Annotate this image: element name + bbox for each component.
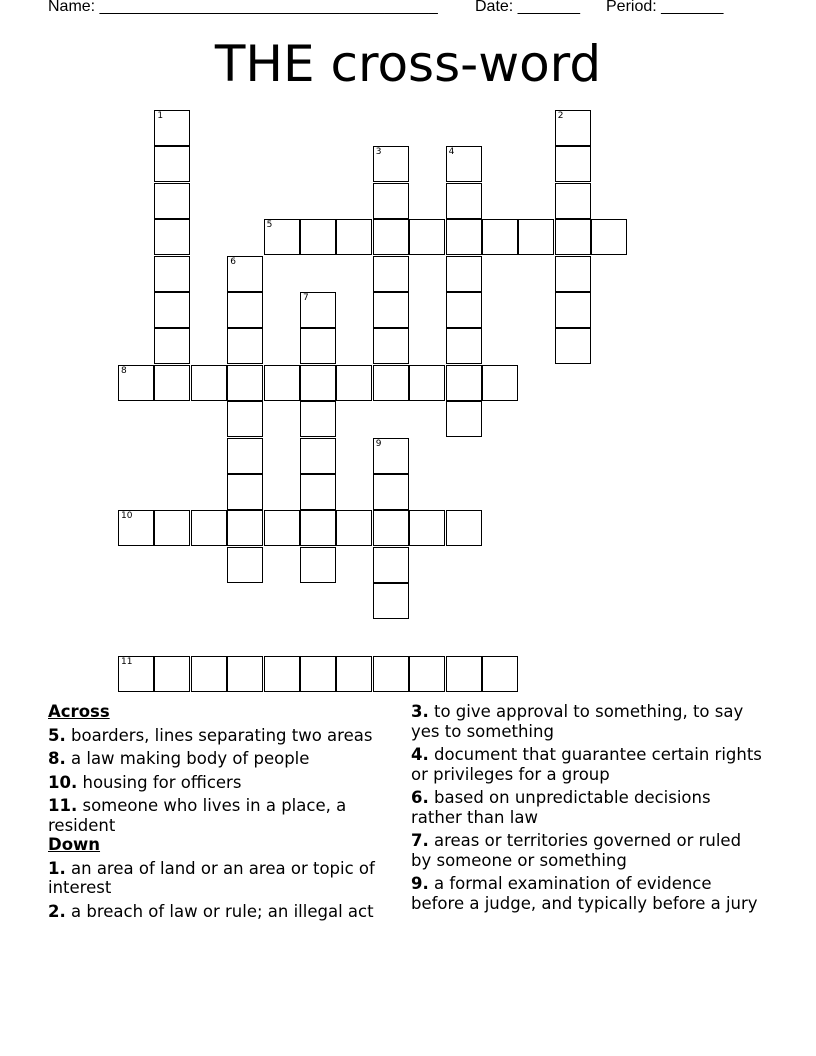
cell-number: 7 xyxy=(303,293,309,303)
puzzle-title: THE cross-word xyxy=(214,35,602,93)
clue-text: boarders, lines separating two areas xyxy=(71,725,373,745)
grid-cell[interactable] xyxy=(336,219,372,255)
cell-number: 5 xyxy=(266,220,273,231)
clue-number: 3. xyxy=(411,702,429,721)
clue-text: a law making body of people xyxy=(71,749,310,768)
grid-cell[interactable] xyxy=(154,328,190,364)
grid-cell[interactable] xyxy=(227,438,263,474)
clue-across-8 xyxy=(48,749,394,769)
clue-text: an area of land or an area or topic of interest xyxy=(48,858,375,897)
grid-cell[interactable] xyxy=(446,365,482,401)
grid-cell[interactable] xyxy=(373,510,409,546)
grid-cell[interactable] xyxy=(555,146,591,182)
grid-cell[interactable] xyxy=(482,656,518,692)
grid-cell[interactable] xyxy=(154,365,190,401)
clue-number: 11. xyxy=(48,796,78,815)
grid-cell[interactable] xyxy=(446,656,482,692)
clue-across-5 xyxy=(48,726,394,746)
grid-cell[interactable] xyxy=(154,146,190,182)
clues-right-column xyxy=(411,702,766,917)
grid-cell[interactable] xyxy=(373,547,409,583)
grid-cell[interactable] xyxy=(154,510,190,546)
clue-number: 9. xyxy=(411,874,429,893)
clue-text: housing for officers xyxy=(82,772,242,792)
cell-number: 2 xyxy=(557,111,564,121)
grid-cell[interactable] xyxy=(264,219,300,255)
grid-cell[interactable] xyxy=(227,401,263,437)
clue-number: 2. xyxy=(48,901,66,921)
grid-cell[interactable] xyxy=(446,292,482,328)
clue-number: 10. xyxy=(48,772,78,792)
grid-cell[interactable] xyxy=(555,256,591,292)
grid-cell[interactable] xyxy=(373,656,409,692)
grid-cell[interactable] xyxy=(300,328,336,364)
grid-cell[interactable] xyxy=(446,401,482,437)
grid-cell[interactable] xyxy=(300,219,336,255)
grid-cell[interactable] xyxy=(227,328,263,364)
clue-text: a formal examination of evidence before a judge, and typically before a jury xyxy=(411,874,758,913)
grid-cell[interactable] xyxy=(118,365,154,401)
clues-left-column xyxy=(48,702,394,925)
clue-across-11 xyxy=(48,796,394,835)
grid-cell[interactable] xyxy=(300,292,336,328)
across-heading: Across xyxy=(48,702,110,721)
clue-down-7 xyxy=(411,831,766,870)
cell-number: 8 xyxy=(121,365,127,376)
grid-cell[interactable] xyxy=(373,219,409,255)
clue-down-2 xyxy=(48,902,394,922)
date-field[interactable]: Date: _______ xyxy=(475,0,580,15)
grid-cell[interactable] xyxy=(555,292,591,328)
grid-cell[interactable] xyxy=(446,183,482,219)
grid-cell[interactable] xyxy=(154,219,190,255)
grid-cell[interactable] xyxy=(300,474,336,510)
grid-cell[interactable] xyxy=(482,219,518,255)
grid-cell[interactable] xyxy=(300,547,336,583)
grid-cell[interactable] xyxy=(191,510,227,546)
grid-cell[interactable] xyxy=(227,365,263,401)
grid-cell[interactable] xyxy=(191,656,227,692)
clue-down-9 xyxy=(411,874,766,913)
grid-cell[interactable] xyxy=(555,110,591,146)
clue-down-6 xyxy=(411,788,766,827)
grid-cell[interactable] xyxy=(446,510,482,546)
clue-across-10 xyxy=(48,773,394,793)
clue-number: 5. xyxy=(48,725,66,745)
grid-cell[interactable] xyxy=(227,474,263,510)
cell-number: 11 xyxy=(121,657,133,667)
grid-cell[interactable] xyxy=(373,438,409,474)
grid-cell[interactable] xyxy=(446,219,482,255)
clue-number: 1. xyxy=(48,858,66,878)
grid-cell[interactable] xyxy=(154,656,190,692)
grid-cell[interactable] xyxy=(373,474,409,510)
name-field[interactable]: Name: ______________________________________ xyxy=(48,0,438,15)
grid-cell[interactable] xyxy=(373,583,409,619)
grid-cell[interactable] xyxy=(154,183,190,219)
grid-cell[interactable] xyxy=(264,510,300,546)
grid-cell[interactable] xyxy=(373,365,409,401)
grid-cell[interactable] xyxy=(373,292,409,328)
clue-text: someone who lives in a place, a resident xyxy=(48,796,347,835)
grid-cell[interactable] xyxy=(227,547,263,583)
clue-text: to give approval to something, to say yes to something xyxy=(411,702,744,741)
cell-number: 9 xyxy=(375,438,382,449)
grid-cell[interactable] xyxy=(555,328,591,364)
grid-cell[interactable] xyxy=(227,656,263,692)
clue-number: 8. xyxy=(48,749,66,768)
grid-cell[interactable] xyxy=(191,365,227,401)
grid-cell[interactable] xyxy=(264,656,300,692)
clue-down-4 xyxy=(411,745,766,784)
grid-cell[interactable] xyxy=(373,183,409,219)
clue-text: based on unpredictable decisions rather than law xyxy=(411,788,711,827)
grid-cell[interactable] xyxy=(118,510,154,546)
grid-cell[interactable] xyxy=(336,365,372,401)
grid-cell[interactable] xyxy=(373,146,409,182)
grid-cell[interactable] xyxy=(409,219,445,255)
grid-cell[interactable] xyxy=(409,365,445,401)
grid-cell[interactable] xyxy=(555,183,591,219)
clue-text: document that guarantee certain rights or privileges for a group xyxy=(411,745,762,784)
grid-cell[interactable] xyxy=(227,292,263,328)
clue-text: areas or territories governed or ruled by someone or something xyxy=(411,831,742,870)
clue-number: 4. xyxy=(411,745,429,764)
clue-text: a breach of law or rule; an illegal act xyxy=(71,901,374,921)
grid-cell[interactable] xyxy=(446,256,482,292)
grid-cell[interactable] xyxy=(300,365,336,401)
grid-cell[interactable] xyxy=(300,510,336,546)
grid-cell[interactable] xyxy=(446,146,482,182)
cell-number: 10 xyxy=(121,511,133,522)
grid-cell[interactable] xyxy=(118,656,154,692)
grid-cell[interactable] xyxy=(373,328,409,364)
grid-cell[interactable] xyxy=(227,510,263,546)
grid-cell[interactable] xyxy=(300,401,336,437)
grid-cell[interactable] xyxy=(336,510,372,546)
grid-cell[interactable] xyxy=(154,292,190,328)
cell-number: 1 xyxy=(157,111,164,121)
grid-cell[interactable] xyxy=(227,256,263,292)
grid-cell[interactable] xyxy=(264,365,300,401)
down-heading: Down xyxy=(48,835,101,854)
clue-number: 7. xyxy=(411,831,429,850)
cell-number: 3 xyxy=(375,147,382,158)
grid-cell[interactable] xyxy=(446,328,482,364)
clue-number: 6. xyxy=(411,788,429,807)
period-field[interactable]: Period: _______ xyxy=(606,0,724,15)
grid-cell[interactable] xyxy=(518,219,554,255)
grid-cell[interactable] xyxy=(154,110,190,146)
grid-cell[interactable] xyxy=(409,510,445,546)
cell-number: 6 xyxy=(230,256,236,267)
grid-cell[interactable] xyxy=(591,219,627,255)
grid-cell[interactable] xyxy=(300,656,336,692)
grid-cell[interactable] xyxy=(409,656,445,692)
cell-number: 4 xyxy=(448,147,455,158)
grid-cell[interactable] xyxy=(373,256,409,292)
grid-cell[interactable] xyxy=(336,656,372,692)
clue-down-1 xyxy=(48,859,394,898)
grid-cell[interactable] xyxy=(555,219,591,255)
grid-cell[interactable] xyxy=(300,438,336,474)
clue-down-3 xyxy=(411,702,766,741)
grid-cell[interactable] xyxy=(482,365,518,401)
grid-cell[interactable] xyxy=(154,256,190,292)
